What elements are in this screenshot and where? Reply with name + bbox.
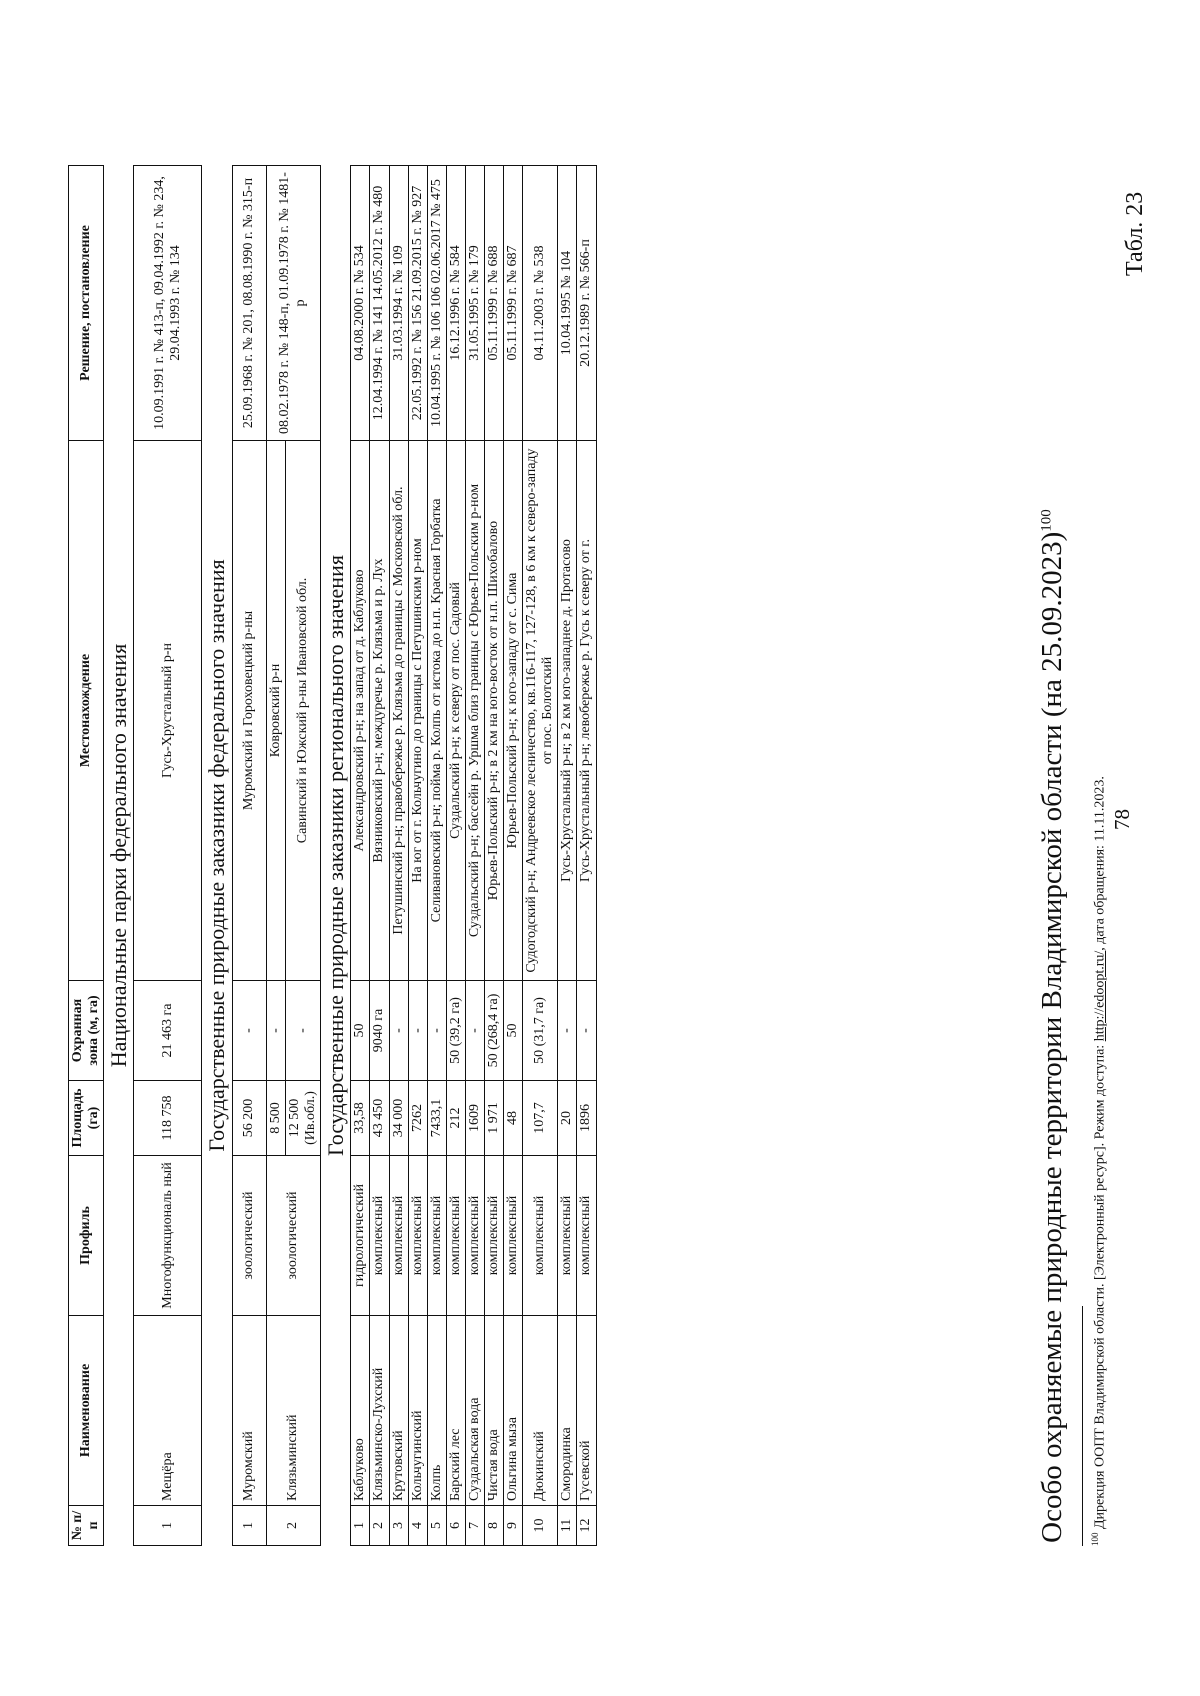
footnote-text: Дирекция ООПТ Владимирской области. [Электронный ресурс]. Режим доступа:	[1092, 1041, 1108, 1529]
cell-name: Клязьминский	[266, 1316, 320, 1506]
section-row-regional-reserves	[321, 166, 351, 1546]
cell-name: Кольчугинский	[408, 1316, 427, 1506]
cell-buffer: 50 (39,2 га)	[446, 981, 465, 1081]
header-buffer: Охранная зона (м, га)	[69, 981, 104, 1081]
section-row-national-parks	[104, 166, 134, 1546]
table-row	[465, 166, 484, 1546]
cell-area: 33,58	[351, 1081, 370, 1156]
cell-num: 10	[523, 1506, 558, 1546]
cell-buffer: -	[266, 981, 285, 1081]
footnote-mark: 100	[1090, 1532, 1100, 1546]
cell-buffer: 9040 га	[370, 981, 389, 1081]
header-area: Площадь (га)	[69, 1081, 104, 1156]
table-row	[577, 166, 596, 1546]
cell-area: 48	[504, 1081, 523, 1156]
page-number: 78	[1110, 809, 1134, 830]
cell-area: 43 450	[370, 1081, 389, 1156]
cell-name: Гусевской	[577, 1316, 596, 1506]
cell-area: 7262	[408, 1081, 427, 1156]
cell-area: 107,7	[523, 1081, 558, 1156]
cell-buffer: -	[408, 981, 427, 1081]
cell-area: 20	[558, 1081, 577, 1156]
footnote-tail: , дата обращения: 11.11.2023.	[1092, 776, 1108, 951]
cell-area: 212	[446, 1081, 465, 1156]
cell-num: 8	[485, 1506, 504, 1546]
header-num: № п/п	[69, 1506, 104, 1546]
cell-area: 118 758	[134, 1081, 202, 1156]
cell-num: 12	[577, 1506, 596, 1546]
cell-profile: комплексный	[504, 1156, 523, 1316]
cell-profile: комплексный	[558, 1156, 577, 1316]
cell-name: Крутовский	[389, 1316, 408, 1506]
footnote	[1090, 776, 1109, 1546]
cell-name: Мещёра	[134, 1316, 202, 1506]
cell-name: Клязьминско-Лухский	[370, 1316, 389, 1506]
cell-profile: комплексный	[389, 1156, 408, 1316]
cell-location: Гусь-Хрустальный р-н; в 2 км юго-западнее д. Протасово	[558, 441, 577, 981]
cell-decision: 20.12.1989 г. № 566-п	[577, 166, 596, 441]
cell-buffer: -	[465, 981, 484, 1081]
cell-buffer: 21 463 га	[134, 981, 202, 1081]
table-row	[446, 166, 465, 1546]
cell-location: Петушинский р-н; правобережье р. Клязьма до границы с Московской обл.	[389, 441, 408, 981]
cell-num: 1	[134, 1506, 202, 1546]
section-title: Государственные природные заказники федерального значения	[202, 166, 232, 1546]
section-title: Государственные природные заказники регионального значения	[321, 166, 351, 1546]
table-row	[370, 166, 389, 1546]
cell-num: 9	[504, 1506, 523, 1546]
cell-num: 5	[427, 1506, 446, 1546]
cell-area: 1 971	[485, 1081, 504, 1156]
cell-decision: 10.09.1991 г. № 413-п, 09.04.1992 г. № 234, 29.04.1993 г. № 134	[134, 166, 202, 441]
cell-profile: Многофункциональ ный	[134, 1156, 202, 1316]
cell-buffer: -	[285, 981, 320, 1081]
cell-profile: комплексный	[577, 1156, 596, 1316]
title-footnote-mark: 100	[1038, 509, 1055, 532]
table-row	[504, 166, 523, 1546]
cell-decision: 16.12.1996 г. № 584	[446, 166, 465, 441]
cell-decision: 04.08.2000 г. № 534	[351, 166, 370, 441]
table-row	[427, 166, 446, 1546]
table-row	[351, 166, 370, 1546]
cell-buffer: 50	[504, 981, 523, 1081]
cell-profile: зоологический	[232, 1156, 266, 1316]
cell-location: Юрьев-Польский р-н; к юго-западу от с. Сима	[504, 441, 523, 981]
cell-decision: 05.11.1999 г. № 688	[485, 166, 504, 441]
cell-decision: 25.09.1968 г. № 201, 08.08.1990 г. № 315-п	[232, 166, 266, 441]
header-decision: Решение, постановление	[69, 166, 104, 441]
cell-profile: комплексный	[408, 1156, 427, 1316]
cell-num: 2	[370, 1506, 389, 1546]
table-row	[134, 166, 202, 1546]
cell-name: Муромский	[232, 1316, 266, 1506]
protected-areas-table	[68, 165, 597, 1546]
table-row	[389, 166, 408, 1546]
cell-profile: гидрологический	[351, 1156, 370, 1316]
section-row-federal-reserves	[202, 166, 232, 1546]
cell-area: 8 500	[266, 1081, 285, 1156]
cell-num: 1	[351, 1506, 370, 1546]
cell-location: Гусь-Хрустальный р-н	[134, 441, 202, 981]
cell-buffer: -	[558, 981, 577, 1081]
table-body	[104, 166, 596, 1546]
cell-num: 3	[389, 1506, 408, 1546]
cell-profile: комплексный	[446, 1156, 465, 1316]
cell-location: Ковровский р-н	[266, 441, 285, 981]
cell-decision: 08.02.1978 г. № 148-п, 01.09.1978 г. № 1481-р	[266, 166, 320, 441]
cell-num: 6	[446, 1506, 465, 1546]
table-row	[408, 166, 427, 1546]
cell-profile: комплексный	[370, 1156, 389, 1316]
cell-name: Колпь	[427, 1316, 446, 1506]
cell-buffer: -	[232, 981, 266, 1081]
table-row	[485, 166, 504, 1546]
cell-buffer: 50	[351, 981, 370, 1081]
cell-area: 56 200	[232, 1081, 266, 1156]
cell-buffer: -	[577, 981, 596, 1081]
cell-buffer: 50 (268,4 га)	[485, 981, 504, 1081]
cell-buffer: 50 (31,7 га)	[523, 981, 558, 1081]
cell-location: На юг от г. Кольчугино до границы с Петушинским р-ном	[408, 441, 427, 981]
cell-area: 1896	[577, 1081, 596, 1156]
cell-location: Судогодский р-н; Андреевское лесничество, кв.116-117, 127-128, в 6 км к северо-западу от пос. Болотский	[523, 441, 558, 981]
cell-location: Вязниковский р-н; междуречье р. Клязьма и р. Лух	[370, 441, 389, 981]
cell-location: Муромский и Гороховецкий р-ны	[232, 441, 266, 981]
cell-name: Смородинка	[558, 1316, 577, 1506]
cell-buffer: -	[427, 981, 446, 1081]
cell-decision: 05.11.1999 г. № 687	[504, 166, 523, 441]
table-row	[558, 166, 577, 1546]
cell-location: Гусь-Хрустальный р-н; левобережье р. Гусь к северу от г.	[577, 441, 596, 981]
cell-location: Савинский и Южский р-ны Ивановской обл.	[285, 441, 320, 981]
cell-decision: 31.05.1995 г. № 179	[465, 166, 484, 441]
cell-location: Суздальский р-н; к северу от пос. Садовый	[446, 441, 465, 981]
cell-profile: комплексный	[523, 1156, 558, 1316]
cell-num: 11	[558, 1506, 577, 1546]
cell-num: 2	[266, 1506, 320, 1546]
table-row	[523, 166, 558, 1546]
cell-name: Дюкинский	[523, 1316, 558, 1506]
cell-num: 1	[232, 1506, 266, 1546]
cell-decision: 12.04.1994 г. № 141 14.05.2012 г. № 480	[370, 166, 389, 441]
table-title	[1036, 476, 1069, 1576]
cell-decision: 10.04.1995 г. № 106 106 02.06.2017 № 475	[427, 166, 446, 441]
cell-location: Селивановский р-н; пойма р. Колпь от истока до н.п. Красная Горбатка	[427, 441, 446, 981]
cell-decision: 04.11.2003 г. № 538	[523, 166, 558, 441]
cell-num: 4	[408, 1506, 427, 1546]
cell-area: 12 500 (Ив.обл.)	[285, 1081, 320, 1156]
section-title: Национальные парки федерального значения	[104, 166, 134, 1546]
footnote-divider	[1082, 1306, 1083, 1546]
cell-buffer: -	[389, 981, 408, 1081]
table-row	[232, 166, 266, 1546]
cell-profile: комплексный	[427, 1156, 446, 1316]
cell-profile: комплексный	[485, 1156, 504, 1316]
cell-name: Чистая вода	[485, 1316, 504, 1506]
header-profile: Профиль	[69, 1156, 104, 1316]
table-reference: Табл. 23	[1122, 191, 1148, 276]
cell-location: Александровский р-н; на запад от д. Каблуково	[351, 441, 370, 981]
cell-area: 34 000	[389, 1081, 408, 1156]
cell-name: Барский лес	[446, 1316, 465, 1506]
footnote-link[interactable]: http://edoopt.ru/	[1092, 950, 1108, 1042]
header-name: Наименование	[69, 1316, 104, 1506]
cell-location: Суздальский р-н; бассейн р. Уршма близ границы с Юрьев-Польским р-ном	[465, 441, 484, 981]
cell-decision: 10.04.1995 № 104	[558, 166, 577, 441]
cell-name: Ольгина мыза	[504, 1316, 523, 1506]
cell-num: 7	[465, 1506, 484, 1546]
header-row	[69, 166, 104, 1546]
table-title-text: Особо охраняемые природные территории Владимирской области (на 25.09.2023)	[1036, 531, 1068, 1543]
cell-area: 7433,1	[427, 1081, 446, 1156]
cell-profile: зоологический	[266, 1156, 320, 1316]
cell-name: Суздальская вода	[465, 1316, 484, 1506]
header-location: Местонахождение	[69, 441, 104, 981]
cell-decision: 22.05.1992 г. № 156 21.09.2015 г. № 927	[408, 166, 427, 441]
cell-name: Каблуково	[351, 1316, 370, 1506]
cell-location: Юрьев-Польский р-н; в 2 км на юго-восток от н.п. Шихобалово	[485, 441, 504, 981]
cell-area: 1609	[465, 1081, 484, 1156]
cell-profile: комплексный	[465, 1156, 484, 1316]
cell-decision: 31.03.1994 г. № 109	[389, 166, 408, 441]
table-row	[266, 166, 285, 1546]
